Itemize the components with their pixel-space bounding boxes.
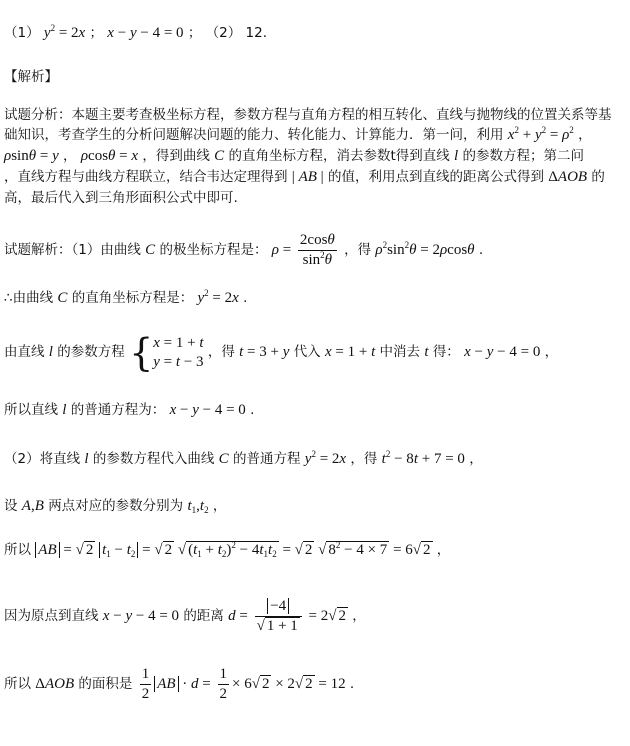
separator: ；: [187, 25, 202, 41]
analysis-line-2: 础知识，考查学生的分析问题解决问题的能力、转化能力、计算能力．第一问，利用 $x^2 + y^2 = \rho^2$ ，: [4, 125, 592, 143]
analysis-line-4: ，直线方程与曲线方程联立，结合韦达定理得到 | AB | 的值，利用点到直线的距离公式得到 ΔAOB 的: [4, 169, 605, 185]
solution-line-7: 所以 AB = √ 2 $t_1 - t_2$ = √ 2 √ $(t_1 + t_2)^2 - 4t_1t_2$ = √ 2 √ $8^2 - 4 \times 7 = 6√$ 2 ，: [4, 540, 451, 559]
solution-line-4: 所以直线 l 的普通方程为： x − y − 4 = 0 .: [4, 402, 255, 418]
math-quadratic: $t^2 - 8t + 7 = 0$: [381, 449, 465, 467]
part2-label: （2）: [205, 25, 242, 41]
solution-line-2: ∴由曲线 C 的直角坐标方程是： $y^2 = 2x$ .: [4, 288, 248, 306]
separator: ；: [89, 25, 103, 41]
therefore-symbol: ∴: [4, 290, 13, 306]
math-area: $\frac{1}{2}$ AB · d = $\frac{1}{2}$ × 6√ 2 × 2√ 2 = 12: [141, 666, 346, 703]
math-polar-eq: ρ = $\frac{2\cos\theta}{\sin^2\theta}$: [271, 232, 335, 269]
math-rho-sin: ρsinθ = y: [4, 148, 59, 164]
math-distance: d = $\frac{-4}{√ 1 + 1}$ = 2√ 2: [228, 598, 346, 635]
math-triangle-aob: ΔAOB: [548, 169, 588, 185]
math-rho2sin2: $\rho^2\sin^2\theta = 2\rho\cos\theta$: [375, 240, 475, 258]
analysis-line-3: ρsinθ = y ， ρcosθ = x ，得到曲线 C 的直角坐标方程，消去参数t得到直线 l 的参数方程；第二问: [4, 148, 585, 164]
part1-label: （1）: [4, 25, 40, 41]
part2-value: 12.: [245, 25, 267, 41]
math-param-system: { x = 1 + t y = t − 3: [129, 330, 204, 375]
math-rho-cos: ρcosθ = x: [80, 148, 139, 164]
math-y2-eq-2x: $y^2 = 2x$: [43, 23, 86, 41]
solution-line-5: （2）将直线 l 的参数方程代入曲线 C 的普通方程 $y^2 = 2x$ ，得 $t^2 - 8t + 7 = 0$ ，: [4, 449, 483, 467]
solution-line-9: 所以 ΔAOB 的面积是 $\frac{1}{2}$ AB · d = $\frac{1}{2}$ × 6√ 2 × 2√ 2 = 12 .: [4, 666, 355, 703]
answer-line: [4, 23, 267, 43]
solution-line-3: 由直线 l 的参数方程 { x = 1 + t y = t − 3 ，得 t = 3 + y 代入 x = 1 + t 中消去 t 得： x − y − 4 = 0 ，: [4, 330, 559, 375]
analysis-heading: 【解析】: [4, 69, 58, 85]
analysis-line-1: 试题分析：本题主要考查极坐标方程，参数方程与直角方程的相互转化、直线与抛物线的位置关系等基: [4, 107, 612, 123]
math-line-eq: x − y − 4 = 0: [107, 25, 184, 41]
math-abs-ab: | AB |: [291, 169, 324, 185]
math-ab-length: AB = √ 2 $t_1 - t_2$ = √ 2 √ $(t_1 + t_2)^2 - 4t_1t_2$ = √ 2 √ $8^2 - 4 \times 7 = 6√$ 2: [35, 541, 432, 558]
solution-line-1: 试题解析：（1）由曲线 C 的极坐标方程是： ρ = $\frac{2\cos\theta}{\sin^2\theta}$ ，得 $\rho^2\sin^2\theta = 2\rho\cos\theta$ .: [4, 232, 484, 269]
solution-line-6: 设 A,B 两点对应的参数分别为 $t_1,t_2$ ，: [4, 498, 227, 515]
math-x2-y2-rho2: $x^2 + y^2 = \rho^2$: [507, 125, 574, 143]
solution-line-8: 因为原点到直线 x − y − 4 = 0 的距离 d = $\frac{-4}{√ 1 + 1}$ = 2√ 2 ，: [4, 598, 366, 635]
analysis-line-5: 高，最后代入到三角形面积公式中即可.: [4, 190, 238, 206]
